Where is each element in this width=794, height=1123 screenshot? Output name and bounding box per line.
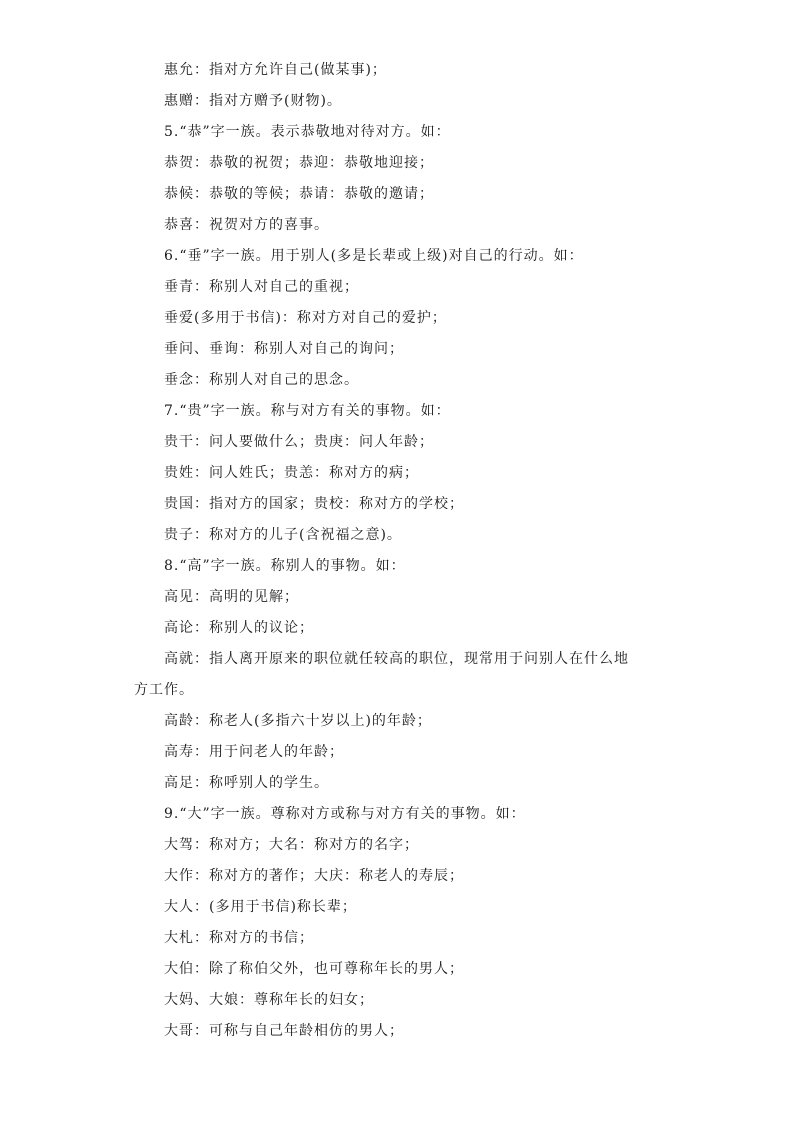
text-line: 高足：称呼别人的学生。 — [164, 775, 329, 791]
text-line: 9.“大”字一族。尊称对方或称与对方有关的事物。如： — [164, 806, 526, 822]
text-line: 垂念：称别人对自己的思念。 — [164, 372, 359, 388]
text-line: 垂问、垂询：称别人对自己的询问； — [164, 341, 404, 357]
text-line: 贵国：指对方的国家；贵校：称对方的学校； — [164, 496, 464, 512]
text-line: 大人：(多用于书信)称长辈； — [164, 899, 357, 915]
text-line: 贵子：称对方的儿子(含祝福之意)。 — [164, 527, 402, 543]
text-line: 高龄：称老人(多指六十岁以上)的年龄； — [164, 713, 432, 729]
text-line: 惠允：指对方允许自己(做某事)； — [164, 62, 387, 78]
text-line: 恭候：恭敬的等候；恭请：恭敬的邀请； — [164, 186, 434, 202]
text-line: 高见：高明的见解； — [164, 589, 299, 605]
text-line: 高就：指人离开原来的职位就任较高的职位，现常用于问别人在什么地 — [164, 651, 629, 667]
text-line: 8.“高”字一族。称别人的事物。如： — [164, 558, 406, 574]
text-line: 7.“贵”字一族。称与对方有关的事物。如： — [164, 403, 451, 419]
text-line: 大哥：可称与自己年龄相仿的男人； — [164, 1023, 404, 1039]
text-line: 大作：称对方的著作；大庆：称老人的寿辰； — [164, 868, 464, 884]
text-line: 贵姓：问人姓氏；贵恙：称对方的病； — [164, 465, 419, 481]
text-line: 6.“垂”字一族。用于别人(多是长辈或上级)对自己的行动。如： — [164, 248, 584, 264]
text-line: 方工作。 — [134, 682, 194, 698]
text-line: 5.“恭”字一族。表示恭敬地对待对方。如： — [164, 124, 451, 140]
text-line: 大妈、大娘：尊称年长的妇女； — [164, 992, 374, 1008]
text-line: 垂青：称别人对自己的重视； — [164, 279, 359, 295]
text-line: 高论：称别人的议论； — [164, 620, 314, 636]
text-line: 恭贺：恭敬的祝贺；恭迎：恭敬地迎接； — [164, 155, 434, 171]
text-line: 高寿：用于问老人的年龄； — [164, 744, 344, 760]
text-line: 恭喜：祝贺对方的喜事。 — [164, 217, 329, 233]
text-line: 垂爱(多用于书信)：称对方对自己的爱护； — [164, 310, 447, 326]
text-line: 大驾：称对方；大名：称对方的名字； — [164, 837, 419, 853]
text-line: 大伯：除了称伯父外，也可尊称年长的男人； — [164, 961, 464, 977]
text-line: 贵干：问人要做什么；贵庚：问人年龄； — [164, 434, 434, 450]
text-line: 大札：称对方的书信； — [164, 930, 314, 946]
text-line: 惠赠：指对方赠予(财物)。 — [164, 93, 342, 109]
